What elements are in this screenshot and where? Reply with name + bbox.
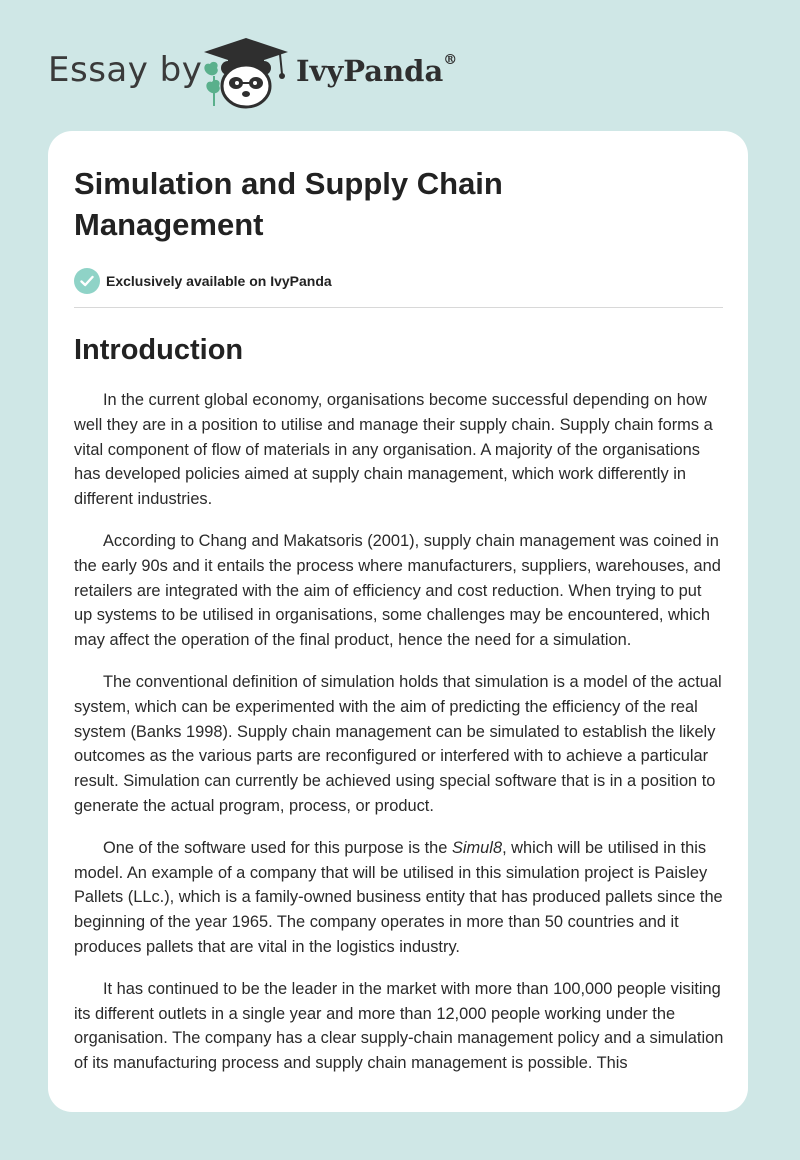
paragraph-5: It has continued to be the leader in the market with more than 100,000 people visiting its different outlets in a single year and more than 12,000 people working under the organisation. The company has a clear supply-chain management policy and a simulation of its manufacturing process and supply chain management is possible. This bbox=[74, 979, 724, 1073]
paragraph-4-end: , which will be utilised in this model. An example of a company that will be utilised in this simulation project is Paisley Pallets (LLc.), which is a family-owned business entity that has produced pallets since the beginning of the year 1965. The company operates in more than 50 countries and it produces pallets that are vital in the logistics industry. bbox=[74, 838, 723, 956]
essay-title-line-2: Management bbox=[74, 207, 264, 242]
paragraph-2: According to Chang and Makatsoris (2001), supply chain management was coined in the early 90s and it entails the process where manufacturers, suppliers, warehouses, and retailers are integrated with the aim of efficiency and cost reduction. When trying to put up systems to be utilised in organisations, some challenges may be encountered, which may affect the operation of the final product, hence the need for a simulation. bbox=[74, 531, 721, 650]
essay-content bbox=[74, 163, 724, 1076]
essay-by-label: Essay by bbox=[48, 50, 203, 90]
software-name-emphasis: Simul8 bbox=[451, 838, 503, 857]
paragraph-1: In the current global economy, organisations become successful depending on how well they are in a position to utilise and manage their supply chain. Supply chain forms a vital component of flow of materials in any organisation. A majority of the organisations has developed policies aimed at supply chain management, which work differently in different industries. bbox=[74, 391, 713, 509]
brand-logo-text[interactable] bbox=[296, 54, 457, 88]
essay-card bbox=[48, 131, 748, 1112]
paragraph-3: The conventional definition of simulation holds that simulation is a model of the actual system, which can be experimented with the aim of predicting the efficiency of the real system (Banks 1998). Supply chain management can be simulated to establish the likely outcomes as the various parts are reconfigured or interfered with to achieve a particular result. Simulation can currently be achieved using special software that is in a position to generate the actual program, process, or product. bbox=[74, 672, 722, 815]
check-circle-icon bbox=[74, 268, 100, 294]
divider bbox=[74, 307, 723, 308]
paragraph-4 bbox=[74, 836, 724, 960]
panda-logo-icon[interactable] bbox=[200, 34, 292, 110]
site-header bbox=[0, 0, 800, 120]
brand-name: IvyPanda bbox=[296, 54, 444, 88]
registered-mark: ® bbox=[443, 52, 458, 68]
paragraph-4-start: One of the software used for this purpose is the bbox=[103, 838, 452, 857]
essay-title bbox=[74, 163, 724, 245]
exclusive-badge bbox=[74, 267, 724, 295]
section-heading-introduction: Introduction bbox=[74, 334, 244, 366]
essay-title-line-1: Simulation and Supply Chain bbox=[74, 166, 503, 201]
exclusive-badge-text: Exclusively available on IvyPanda bbox=[106, 273, 332, 289]
